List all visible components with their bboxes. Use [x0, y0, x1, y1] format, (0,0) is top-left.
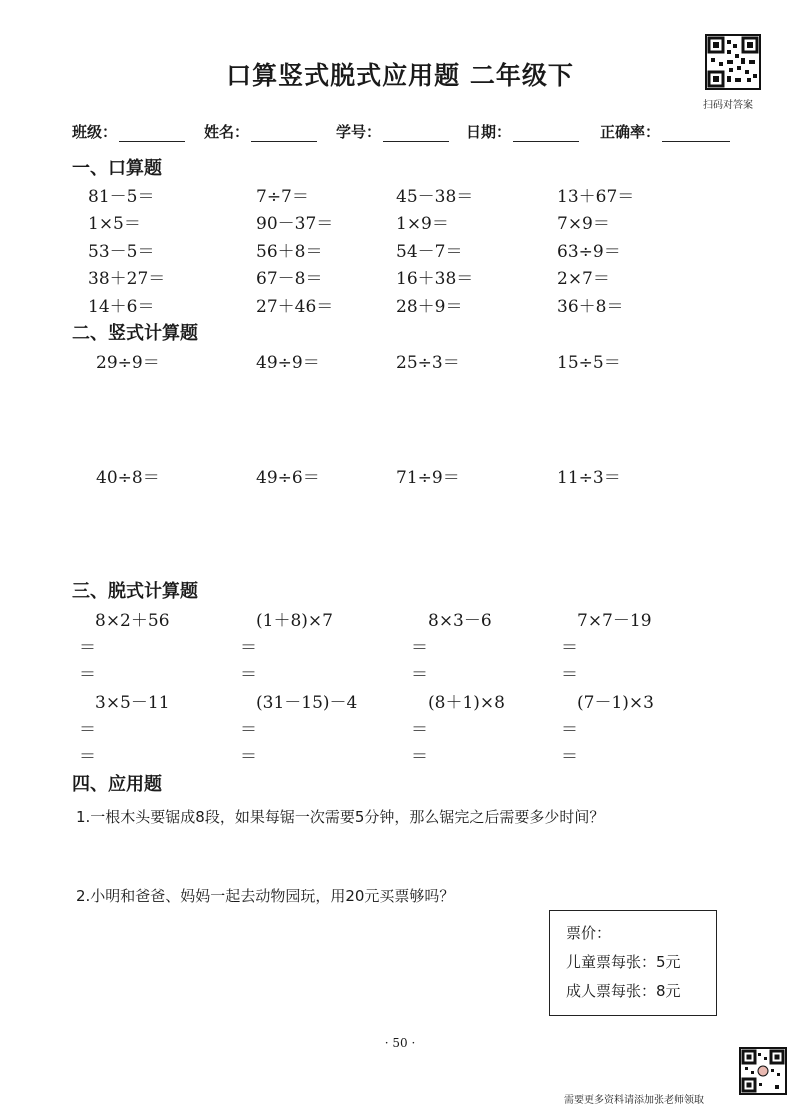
oral-problem: 36＋8＝ — [557, 297, 624, 317]
oral-problem: 28＋9＝ — [396, 297, 463, 317]
answer-qr-code[interactable] — [705, 34, 761, 90]
stepwise-problem: 7×7－19 — [577, 611, 652, 631]
price-box-title: 票价： — [566, 924, 612, 942]
oral-problem: 1×5＝ — [88, 214, 141, 234]
page-number: · 50 · — [384, 1036, 416, 1050]
stepwise-problem: 8×2＋56 — [95, 611, 170, 631]
stepwise-problem: 8×3－6 — [428, 611, 492, 631]
name-label: 姓名： — [204, 123, 250, 141]
accuracy-label: 正确率： — [600, 123, 661, 141]
oral-problem: 27＋46＝ — [256, 297, 334, 317]
answer-equals: ＝ — [79, 638, 96, 658]
student-id-label: 学号： — [336, 123, 382, 141]
oral-problem: 54－7＝ — [396, 242, 463, 262]
oral-problem: 13＋67＝ — [557, 187, 635, 207]
date-field[interactable] — [466, 121, 600, 142]
vertical-problem: 11÷3＝ — [557, 468, 621, 488]
vertical-problem: 40÷8＝ — [96, 468, 160, 488]
word-problem-2: 2.小明和爸爸、妈妈一起去动物园玩，用20元买票够吗？ — [76, 887, 455, 905]
answer-equals: ＝ — [411, 665, 428, 685]
section-word-heading: 四、应用题 — [72, 774, 162, 795]
oral-problem: 45－38＝ — [396, 187, 474, 207]
oral-problem: 67－8＝ — [256, 269, 323, 289]
adult-ticket-price: 成人票每张：8元 — [566, 982, 681, 1000]
class-field[interactable] — [72, 121, 204, 142]
answer-equals: ＝ — [561, 720, 578, 740]
oral-problem: 7×9＝ — [557, 214, 610, 234]
class-label: 班级： — [72, 123, 118, 141]
answer-equals: ＝ — [411, 638, 428, 658]
oral-problem: 90－37＝ — [256, 214, 334, 234]
answer-equals: ＝ — [561, 665, 578, 685]
qr-caption: 扫码对答案 — [703, 100, 753, 111]
footer-note: 需要更多资料请添加张老师领取 — [564, 1095, 704, 1106]
word-problem-1: 1.一根木头要锯成8段，如果每锯一次需要5分钟，那么锯完之后需要多少时间？ — [76, 808, 605, 826]
child-ticket-price: 儿童票每张：5元 — [566, 953, 681, 971]
answer-equals: ＝ — [240, 747, 257, 767]
answer-equals: ＝ — [411, 747, 428, 767]
answer-equals: ＝ — [411, 720, 428, 740]
contact-qr-code[interactable] — [739, 1047, 787, 1095]
class-blank[interactable] — [119, 125, 185, 142]
answer-equals: ＝ — [240, 720, 257, 740]
student-id-blank[interactable] — [383, 125, 449, 142]
answer-equals: ＝ — [561, 638, 578, 658]
answer-equals: ＝ — [561, 747, 578, 767]
page-title: 口算竖式脱式应用题 二年级下 — [226, 61, 574, 90]
name-blank[interactable] — [251, 125, 317, 142]
oral-problem: 2×7＝ — [557, 269, 610, 289]
accuracy-field[interactable] — [600, 121, 730, 142]
stepwise-problem: (1＋8)×7 — [256, 611, 333, 631]
answer-equals: ＝ — [240, 665, 257, 685]
answer-equals: ＝ — [79, 747, 96, 767]
date-label: 日期： — [466, 123, 512, 141]
name-field[interactable] — [204, 121, 336, 142]
qr-code-icon — [707, 36, 759, 88]
stepwise-problem: (7－1)×3 — [577, 693, 654, 713]
answer-equals: ＝ — [240, 638, 257, 658]
answer-equals: ＝ — [79, 665, 96, 685]
vertical-problem: 71÷9＝ — [396, 468, 460, 488]
oral-problem: 38＋27＝ — [88, 269, 166, 289]
vertical-problem: 25÷3＝ — [396, 353, 460, 373]
oral-problem: 63÷9＝ — [557, 242, 621, 262]
vertical-problem: 29÷9＝ — [96, 353, 160, 373]
oral-problem: 56＋8＝ — [256, 242, 323, 262]
date-blank[interactable] — [513, 125, 579, 142]
section-vertical-heading: 二、竖式计算题 — [72, 323, 198, 344]
oral-problem: 16＋38＝ — [396, 269, 474, 289]
oral-problem: 81－5＝ — [88, 187, 155, 207]
oral-problem: 14＋6＝ — [88, 297, 155, 317]
section-oral-heading: 一、口算题 — [72, 158, 162, 179]
oral-problem: 7÷7＝ — [256, 187, 309, 207]
answer-equals: ＝ — [79, 720, 96, 740]
oral-problem: 53－5＝ — [88, 242, 155, 262]
accuracy-blank[interactable] — [662, 125, 730, 142]
student-info-row — [72, 121, 752, 142]
student-id-field[interactable] — [336, 121, 466, 142]
oral-problem: 1×9＝ — [396, 214, 449, 234]
qr-code-icon — [741, 1049, 785, 1093]
vertical-problem: 49÷9＝ — [256, 353, 320, 373]
vertical-problem: 15÷5＝ — [557, 353, 621, 373]
stepwise-problem: 3×5－11 — [95, 693, 170, 713]
stepwise-problem: (31－15)－4 — [256, 693, 358, 713]
ticket-price-box — [549, 910, 717, 1016]
stepwise-problem: (8＋1)×8 — [428, 693, 505, 713]
section-stepwise-heading: 三、脱式计算题 — [72, 581, 198, 602]
vertical-problem: 49÷6＝ — [256, 468, 320, 488]
